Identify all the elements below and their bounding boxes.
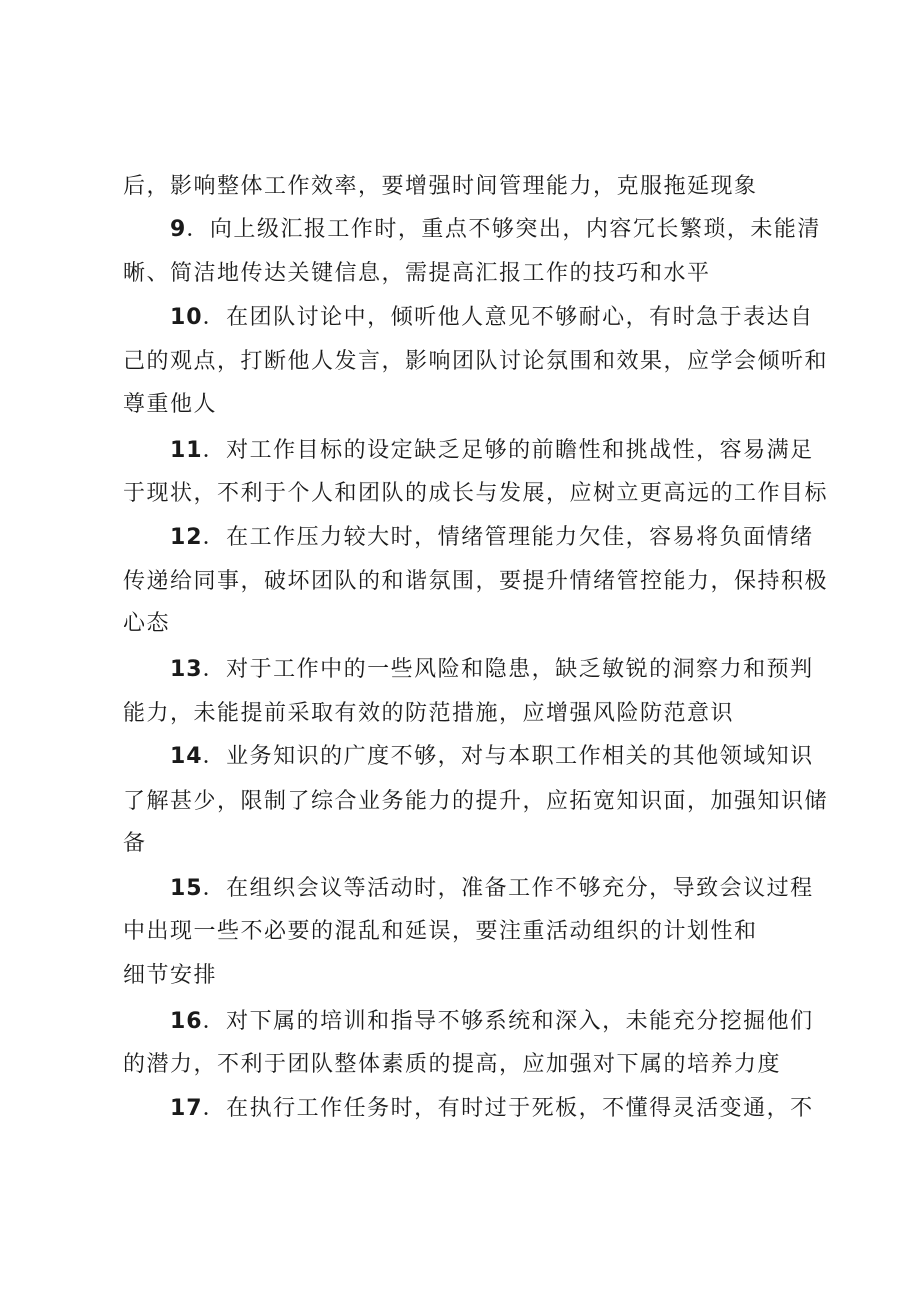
paragraph-11-line-2: [123, 479, 828, 509]
paragraph-11-line-1: [170, 436, 814, 466]
paragraph-text: 传递给同事，破坏团队的和谐氛围，要提升情绪管控能力，保持积极: [123, 569, 829, 594]
paragraph-number: 13: [170, 657, 203, 682]
paragraph-10-line-2: [123, 347, 828, 377]
paragraph-14-line-2: [123, 787, 828, 817]
paragraph-text: 尊重他人: [123, 392, 218, 417]
paragraph-16-line-2: [123, 1050, 781, 1080]
paragraph-12-line-3: [123, 609, 170, 639]
paragraph-text: 心态: [123, 611, 171, 636]
paragraph-16-line-1: [170, 1007, 814, 1037]
paragraph-number: 15: [170, 876, 203, 901]
paragraph-number: 12: [170, 525, 203, 550]
paragraph-number: 10: [170, 305, 203, 330]
paragraph-14-line-3: [123, 829, 147, 859]
paragraph-15-line-3: [123, 961, 217, 991]
paragraph-9-line-1: [170, 215, 821, 245]
paragraph-text: ．业务知识的广度不够，对与本职工作相关的其他领域知识: [202, 744, 814, 769]
paragraph-8-line-2: [123, 172, 758, 202]
paragraph-10-line-1: [170, 303, 814, 333]
paragraph-number: 16: [170, 1009, 203, 1034]
paragraph-text: 备: [123, 831, 147, 856]
paragraph-text: 了解甚少，限制了综合业务能力的提升，应拓宽知识面，加强知识储: [123, 789, 829, 814]
paragraph-text: ．对下属的培训和指导不够系统和深入，未能充分挖掘他们: [202, 1009, 814, 1034]
paragraph-text: 的潜力，不利于团队整体素质的提高，应加强对下属的培养力度: [123, 1052, 782, 1077]
paragraph-text: 于现状，不利于个人和团队的成长与发展，应树立更高远的工作目标: [123, 481, 829, 506]
paragraph-text: 中出现一些不必要的混乱和延误，要注重活动组织的计划性和: [123, 919, 758, 944]
paragraph-text: ．在工作压力较大时，情绪管理能力欠佳，容易将负面情绪: [202, 525, 814, 550]
paragraph-14-line-1: [170, 742, 814, 772]
paragraph-text: 晰、简洁地传达关键信息，需提高汇报工作的技巧和水平: [123, 261, 711, 286]
paragraph-text: ．在执行工作任务时，有时过于死板，不懂得灵活变通，不: [202, 1096, 814, 1121]
paragraph-15-line-2: [123, 917, 758, 947]
paragraph-9-line-2: [123, 259, 711, 289]
paragraph-12-line-1: [170, 523, 814, 553]
paragraph-10-line-3: [123, 390, 217, 420]
paragraph-text: 细节安排: [123, 963, 218, 988]
paragraph-12-line-2: [123, 567, 828, 597]
paragraph-13-line-1: [170, 655, 814, 685]
paragraph-number: 11: [170, 438, 203, 463]
paragraph-number: 17: [170, 1096, 203, 1121]
paragraph-text: ．对于工作中的一些风险和隐患，缺乏敏锐的洞察力和预判: [202, 657, 814, 682]
paragraph-text: ．对工作目标的设定缺乏足够的前瞻性和挑战性，容易满足: [202, 438, 814, 463]
paragraph-17-line-1: [170, 1094, 814, 1124]
paragraph-text: ．在组织会议等活动时，准备工作不够充分，导致会议过程: [202, 876, 814, 901]
paragraph-text: 己的观点，打断他人发言，影响团队讨论氛围和效果，应学会倾听和: [123, 349, 829, 374]
paragraph-text: 后，影响整体工作效率，要增强时间管理能力，克服拖延现象: [123, 174, 758, 199]
paragraph-number: 9: [170, 217, 187, 242]
paragraph-15-line-1: [170, 874, 814, 904]
paragraph-13-line-2: [123, 699, 734, 729]
paragraph-text: ．向上级汇报工作时，重点不够突出，内容冗长繁琐，未能清: [186, 217, 821, 242]
paragraph-text: 能力，未能提前采取有效的防范措施，应增强风险防范意识: [123, 701, 735, 726]
paragraph-text: ．在团队讨论中，倾听他人意见不够耐心，有时急于表达自: [202, 305, 814, 330]
paragraph-number: 14: [170, 744, 203, 769]
